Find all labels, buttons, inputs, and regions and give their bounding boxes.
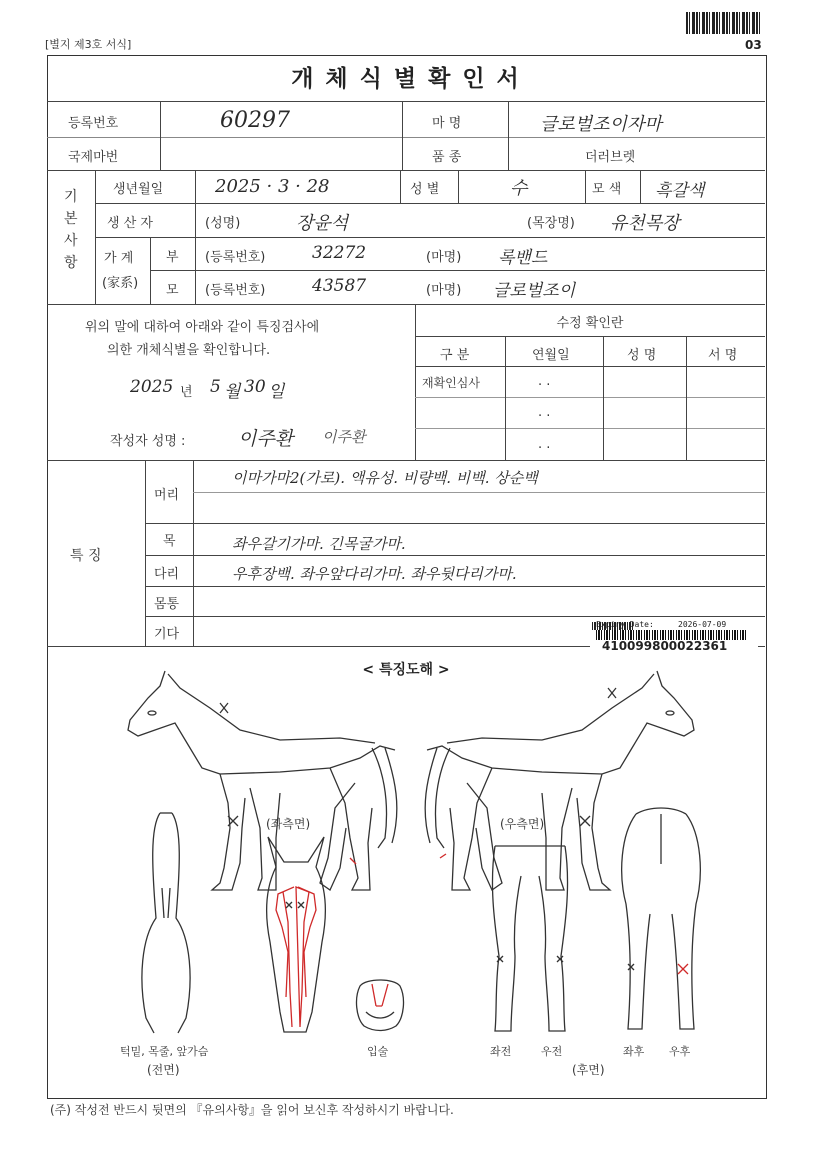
horse-name-value: 글로벌조이자마 (540, 114, 662, 135)
producer-name-label: (성명) (205, 216, 241, 231)
left-side-label: (좌측면) (266, 817, 311, 831)
farm-value: 유천목장 (610, 213, 680, 234)
sex-label: 성 별 (410, 182, 440, 197)
reg-no-label: 등록번호 (68, 116, 119, 131)
family-label-hanja: (家系) (102, 276, 139, 291)
horse-rear-diagram (616, 804, 706, 1036)
color-value: 흑갈색 (655, 181, 705, 201)
horse-head-front-diagram (258, 832, 334, 1042)
horse-lips-diagram (352, 976, 408, 1034)
expiry-label: Expiry Date: (596, 620, 654, 629)
dob-label: 생년월일 (113, 182, 164, 197)
confirm-year-unit: 년 (180, 385, 193, 400)
top-barcode (686, 12, 762, 34)
form-number: [별지 제3호 서식] (45, 38, 132, 51)
fl-label: 좌전 (490, 1045, 512, 1058)
dam-reg-value: 43587 (312, 276, 367, 296)
legs-label: 다리 (154, 567, 180, 582)
revision-col-sign: 서 명 (708, 348, 738, 363)
neck-value: 좌우갈기가마. 긴목굴가마. (232, 535, 406, 553)
revision-col-type: 구 분 (440, 348, 470, 363)
breed-value: 더러브렛 (585, 150, 636, 165)
dam-name-value: 글로벌조이 (493, 281, 576, 301)
producer-name-value: 장윤석 (296, 213, 349, 234)
revision-col-name: 성 명 (627, 348, 657, 363)
signer-label: 작성자 성명 : (110, 434, 186, 449)
confirm-day: 30 (244, 377, 266, 397)
sire-label: 부 (166, 250, 179, 265)
producer-label: 생 산 자 (107, 216, 153, 231)
dam-label: 모 (166, 283, 179, 298)
intl-no-label: 국제마번 (68, 150, 119, 165)
sex-value: 수 (510, 178, 528, 199)
signature: 이주환 (322, 428, 366, 446)
sire-name-value: 록밴드 (498, 248, 548, 268)
reg-no-value: 60297 (220, 108, 290, 133)
rear-view-label: (후면) (572, 1063, 605, 1077)
lips-label: 입술 (367, 1045, 389, 1058)
head-label: 머리 (154, 488, 180, 503)
page-title: 개 체 식 별 확 인 서 (291, 66, 521, 92)
features-section-label: 특 징 (70, 548, 102, 564)
legs-value: 우후장백. 좌우앞다리가마. 좌우뒷다리가마. (232, 565, 517, 583)
confirm-line2: 의한 개체식별을 확인합니다. (107, 343, 271, 358)
page-code: 03 (745, 38, 762, 52)
chip-sticker (590, 619, 758, 654)
dam-name-label: (마명) (426, 283, 462, 298)
revision-col-date: 연월일 (532, 348, 570, 363)
basic-section-label: 기본사항 (64, 189, 78, 271)
confirm-year: 2025 (130, 377, 174, 397)
front-caption: 턱밑, 목줄, 앞가슴 (120, 1045, 209, 1058)
horse-name-label: 마 명 (432, 116, 462, 131)
head-value: 이마가마2(가로). 액유성. 비량백. 비백. 상순백 (232, 469, 538, 487)
fr-label: 우전 (541, 1045, 563, 1058)
color-label: 모 색 (592, 182, 622, 197)
revision-row3-date: . . (538, 437, 551, 452)
signer-value: 이주환 (238, 428, 294, 450)
confirm-day-unit: 일 (268, 382, 285, 402)
dob-value: 2025 · 3 · 28 (215, 176, 330, 197)
horse-front-chest-diagram (132, 808, 202, 1038)
diagram-title: < 특징도해 > (362, 662, 450, 678)
footer-note: (주) 작성전 반드시 뒷면의 『유의사항』을 읽어 보신후 작성하시기 바랍니다. (50, 1103, 454, 1117)
family-label: 가 계 (104, 251, 134, 266)
farm-label: (목장명) (527, 216, 575, 231)
revision-row1-type: 재확인심사 (422, 376, 480, 390)
front-view-label: (전면) (147, 1063, 180, 1077)
sire-name-label: (마명) (426, 250, 462, 265)
dam-reg-label: (등록번호) (205, 283, 266, 298)
revision-row2-date: . . (538, 405, 551, 420)
breed-label: 품 종 (432, 150, 462, 165)
body-label: 몸통 (154, 597, 180, 612)
sire-reg-value: 32272 (312, 243, 367, 263)
sire-reg-label: (등록번호) (205, 250, 266, 265)
neck-label: 목 (163, 534, 176, 549)
revision-title: 수정 확인란 (556, 316, 624, 331)
chip-number: 410099800022361 (602, 639, 728, 653)
confirm-month-unit: 월 (224, 382, 241, 402)
hl-label: 좌후 (623, 1045, 645, 1058)
revision-row1-date: . . (538, 374, 551, 389)
hr-label: 우후 (669, 1045, 691, 1058)
other-label: 기다 (154, 627, 180, 642)
right-side-label: (우측면) (500, 817, 545, 831)
horse-front-legs-diagram (485, 836, 575, 1036)
confirm-line1: 위의 말에 대하여 아래와 같이 특징검사에 (85, 320, 320, 335)
confirm-month: 5 (210, 377, 221, 397)
expiry-value: 2026-07-09 (678, 620, 727, 629)
